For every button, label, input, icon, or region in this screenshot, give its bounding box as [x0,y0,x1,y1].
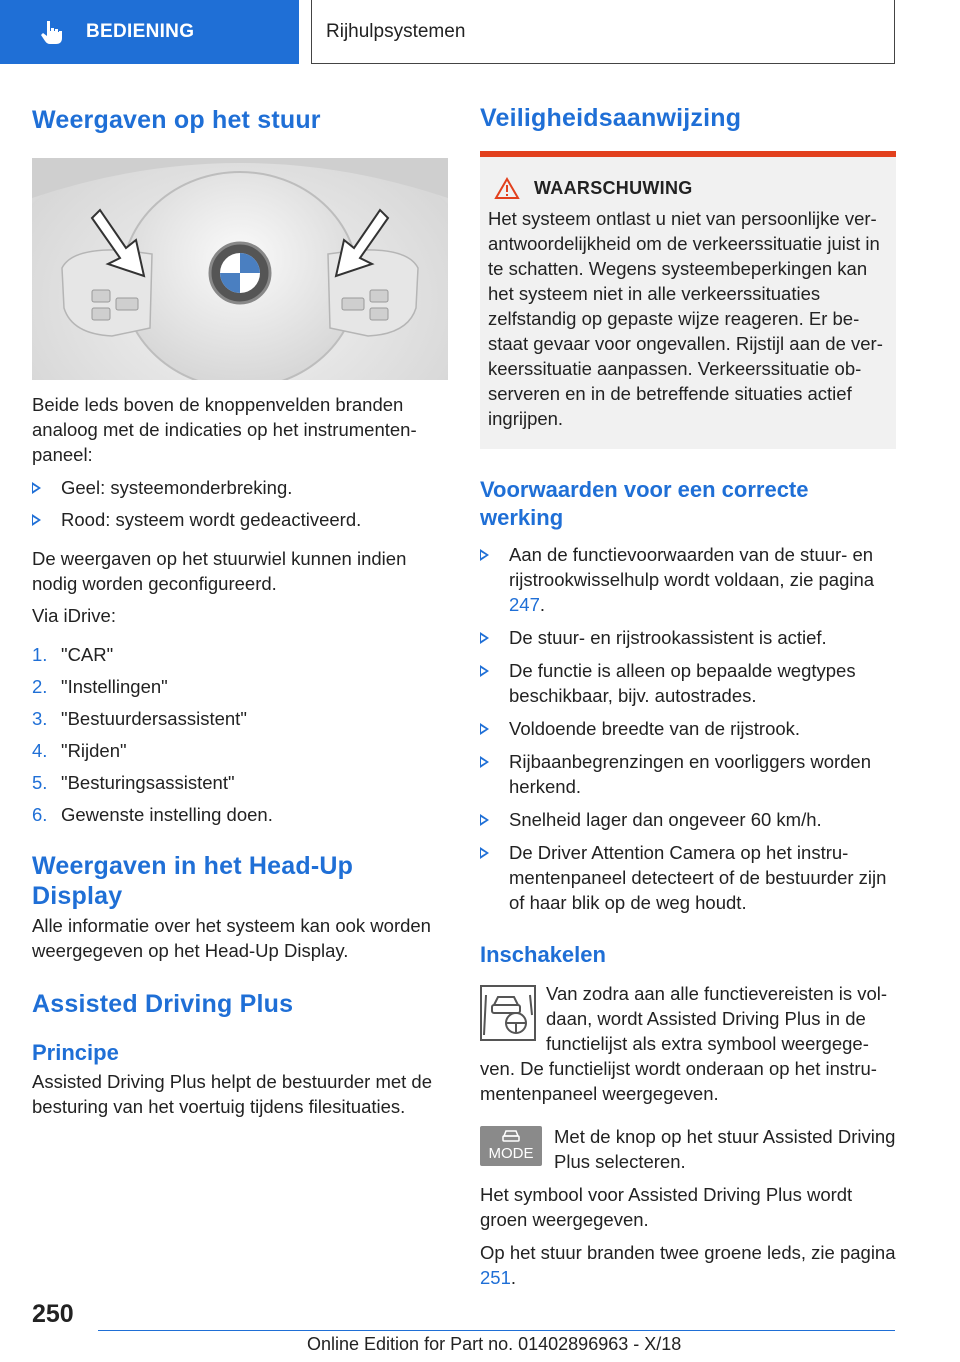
hand-pointer-icon [38,18,66,46]
paragraph-leds: Beide leds boven de knoppenvelden branden analoog met de indicaties op het instrumentenpaneel: [32,394,417,465]
list-item: 3. "Bestuurdersassistent" [32,708,247,729]
steering-wheel-figure [32,158,448,380]
warning-box [480,151,896,449]
paragraph-via: Via iDrive: [32,605,116,626]
list-item: 1. "CAR" [32,644,114,665]
inschakelen-block [480,981,896,1106]
paragraph-hud: Alle informatie over het systeem kan ook worden weergegeven op het Head-Up Display. [32,915,431,961]
paragraph-inschakelen-3: Het symbool voor Assisted Driving Plus wordt groen weergegeven. [480,1184,853,1230]
heading-assisted-driving-plus: Assisted Driving Plus [32,990,294,1018]
heading-inschakelen: Inschakelen [480,942,606,967]
section-header [0,0,299,64]
right-column [480,96,896,1290]
led-list [32,475,448,532]
warning-text: Het systeem ontlast u niet van persoonlijke verantwoordelijkheid om de verkeerssituatie juist in te schatten. Wegens systeembeperkingen kan het systeem niet in alle verkeerssituaties zelfstandig op gepaste wijze reageren. Er bestaat gevaar voor ongevallen. Rijstijl aan de verkeerssituatie aanpassen. Verkeerssituatie observeren en in de betreffende situaties actief ingrijpen. [488,208,883,429]
triangle-bullet-icon [480,723,489,735]
paragraph-config: De weergaven op het stuurwiel kunnen indien nodig worden geconfigureerd. [32,548,407,594]
list-item: Snelheid lager dan ongeveer 60 km/h. [480,807,896,832]
list-item: 2. "Instellingen" [32,676,168,697]
list-item: Voldoende breedte van de rijstrook. [480,716,896,741]
paragraph-inschakelen-2: Met de knop op het stuur Assisted Driving Plus selecteren. [554,1126,896,1172]
heading-veiligheid: Veiligheidsaanwijzing [480,104,742,132]
heading-weergaven-stuur: Weergaven op het stuur [32,106,321,134]
list-item: 5. "Besturingsassistent" [32,772,235,793]
mode-label: MODE [488,1145,534,1162]
list-item: Aan de functievoorwaarden van de stuur- en rijstrookwisselhulp wordt voldaan, zie pagina 247. [480,542,896,617]
triangle-bullet-icon [480,847,489,859]
paragraph-principe: Assisted Driving Plus helpt de bestuurder met de besturing van het voertuig tijdens filesituaties. [32,1071,433,1117]
conditions-list [480,542,896,915]
edition-text: Online Edition for Part no. 01402896963 - X/18 [307,1334,682,1354]
heading-head-up-display: Weergaven in het Head-Up Display [32,852,354,910]
triangle-bullet-icon [480,665,489,677]
chapter-header [311,0,895,64]
page-link-247[interactable]: 247 [509,594,540,615]
footer-divider [98,1330,895,1331]
heading-voorwaarden: Voorwaarden voor een correcte werking [480,477,809,530]
warning-header [494,177,888,200]
assisted-driving-symbol-icon [480,985,536,1041]
paragraph-inschakelen-4: Op het stuur branden twee groene leds, zie pagina 251. [480,1242,896,1288]
triangle-bullet-icon [480,756,489,768]
list-item: Rijbaanbegrenzingen en voorliggers worden herkend. [480,749,896,799]
page-link-251[interactable]: 251 [480,1267,511,1288]
section-title: BEDIENING [86,21,195,42]
list-item: Rood: systeem wordt gedeactiveerd. [32,507,448,532]
triangle-bullet-icon [32,514,41,526]
mode-block [480,1124,896,1174]
warning-title: WAARSCHUWING [534,178,693,198]
triangle-bullet-icon [32,482,41,494]
left-column [32,96,448,1119]
paragraph-inschakelen-1: Van zodra aan alle functievereisten is voldaan, wordt Assisted Driving Plus in de functielijst als extra symbool weergegeven. De functielijst wordt onderaan op het instrumentenpaneel weergegeven. [480,983,888,1104]
heading-principe: Principe [32,1040,119,1065]
list-item: De Driver Attention Camera op het instrumentenpaneel detecteert of de bestuurder zijn of haar blik op de weg houdt. [480,840,896,915]
chapter-title: Rijhulpsystemen [326,20,466,42]
triangle-bullet-icon [480,814,489,826]
list-item: De stuur- en rijstrookassistent is actief. [480,625,896,650]
list-item: 4. "Rijden" [32,740,127,761]
mode-button-icon [480,1126,542,1166]
car-icon [501,1130,521,1142]
page-number: 250 [32,1300,74,1328]
list-item: De functie is alleen op bepaalde wegtypes beschikbaar, bijv. autostrades. [480,658,896,708]
steps-list [32,642,448,827]
list-item: 6. Gewenste instelling doen. [32,804,273,825]
triangle-bullet-icon [480,632,489,644]
list-item: Geel: systeemonderbreking. [32,475,448,500]
warning-triangle-icon [494,177,520,200]
triangle-bullet-icon [480,549,489,561]
